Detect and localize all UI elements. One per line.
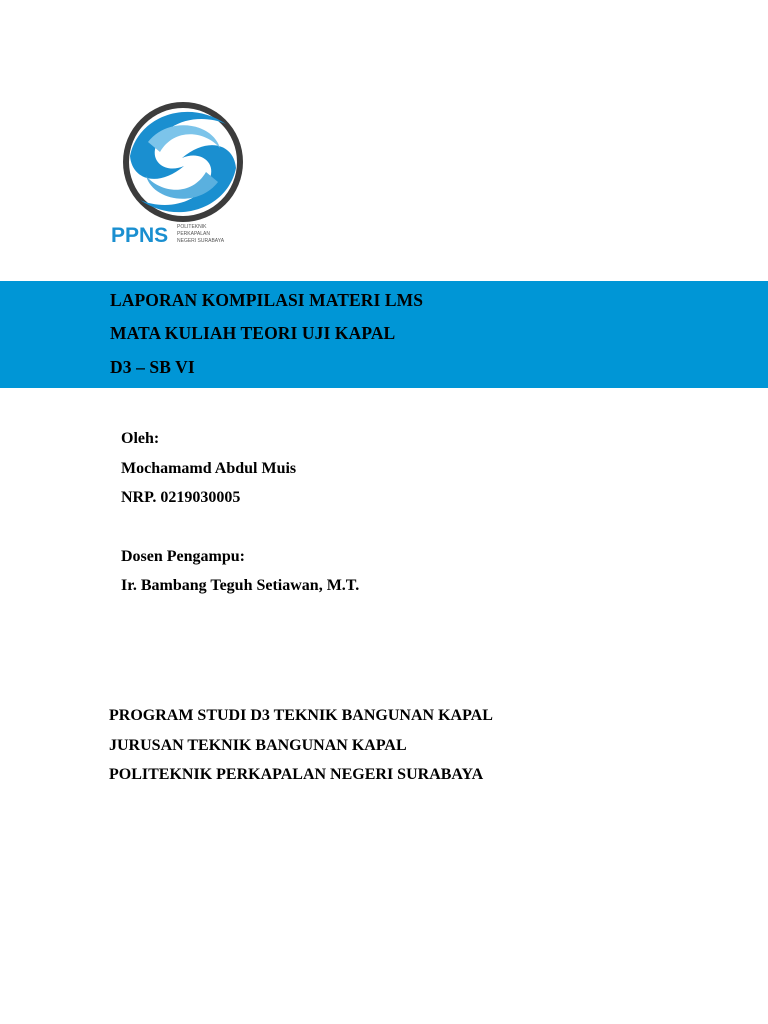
svg-text:NEGERI SURABAYA: NEGERI SURABAYA	[177, 238, 225, 244]
institution-name: POLITEKNIK PERKAPALAN NEGERI SURABAYA	[109, 766, 484, 783]
svg-text:PPNS: PPNS	[111, 224, 169, 247]
institution-block	[109, 705, 493, 794]
ppns-logo	[108, 96, 258, 250]
report-title: LAPORAN KOMPILASI MATERI LMS	[110, 290, 424, 310]
by-label: Oleh:	[121, 430, 160, 447]
author-name: Mochamamd Abdul Muis	[121, 459, 297, 477]
department: JURUSAN TEKNIK BANGUNAN KAPAL	[109, 736, 407, 754]
lecturer-name: Ir. Bambang Teguh Setiawan, M.T.	[121, 577, 360, 594]
author-nrp: NRP. 0219030005	[121, 489, 241, 506]
program-code: D3 – SB VI	[110, 357, 195, 377]
study-program: PROGRAM STUDI D3 TEKNIK BANGUNAN KAPAL	[109, 707, 493, 724]
svg-text:POLITEKNIK: POLITEKNIK	[177, 224, 207, 230]
course-title: MATA KULIAH TEORI UJI KAPAL	[110, 323, 396, 343]
lecturer-label: Dosen Pengampu:	[121, 547, 246, 565]
ppns-logo-icon	[108, 96, 258, 250]
title-banner	[0, 281, 768, 388]
author-block	[121, 428, 359, 605]
svg-text:PERKAPALAN: PERKAPALAN	[177, 231, 210, 237]
